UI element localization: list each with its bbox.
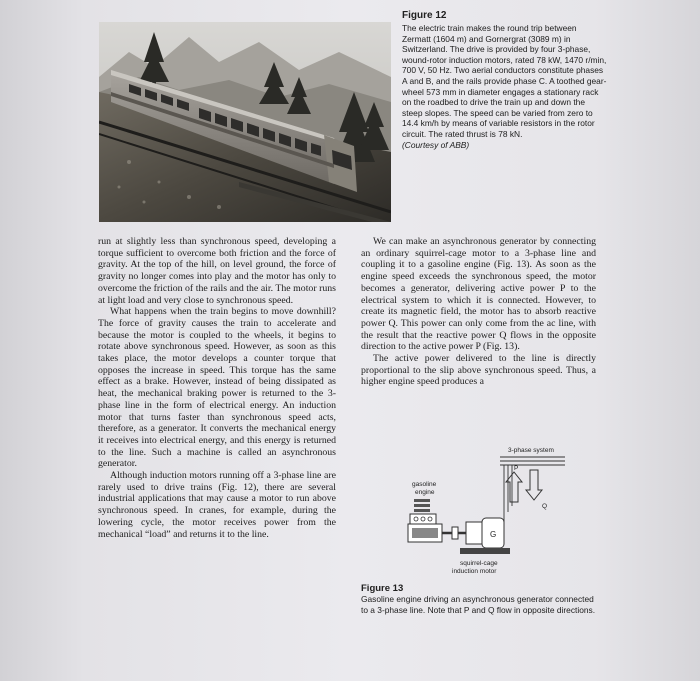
reactive-power-arrow xyxy=(526,470,542,500)
figure-13-title: Figure 13 xyxy=(361,583,404,594)
right-column xyxy=(361,236,596,388)
engine-label-line-1: gasoline xyxy=(412,481,437,488)
figure-12-text: The electric train makes the round trip between Zermatt (1604 m) and Gornergrat (3089 m) in Switzerland. The drive is provided by four 3-phase, wound-rotor induction motors, rated 78 kW, 1470 r/min, 700 V, 50 Hz. Two aerial conductors constitute phases A and B, and the rails provide phase C. A toothed gear-wheel 573 mm in diameter engages a stationary rack on the roadbed to drive the train up and down the steep slopes. The speed can be varied from zero to 14.4 km/h by means of variable resistors in the rotor circuit. The rated thrust is 78 kN. xyxy=(402,23,607,139)
right-paragraph: The active power delivered to the line is directly proportional to the slip above synchronous speed. Thus, a higher engine speed produces a xyxy=(361,353,596,388)
engine-label-line-2: engine xyxy=(415,489,435,496)
figure-12-credit: (Courtesy of ABB) xyxy=(402,139,470,150)
left-paragraph: run at slightly less than synchronous speed, developing a torque sufficient to overcome both friction and the force of gravity. At the top of the hill, on level ground, the force of gravity no longer comes into play and the motor has only to overcome the friction of the rails and the air. The motor runs at light load and very close to synchronous speed. xyxy=(98,236,336,306)
left-column xyxy=(98,236,336,540)
p-label: P xyxy=(514,465,519,472)
gasoline-engine xyxy=(408,499,442,542)
three-phase-lines xyxy=(500,457,565,465)
figure-12-title: Figure 12 xyxy=(402,10,447,21)
system-label: 3-phase system xyxy=(508,447,554,454)
right-paragraph: We can make an asynchronous generator by connecting an ordinary squirrel-cage motor to a 3-phase line and coupling it to a gasoline engine (Fig. 13). As soon as the engine speed exceeds the synchronous speed, the motor becomes a generator, delivering active power P to the electrical system to which it is connected. However, to create its magnetic field, the motor has to absorb reactive power Q. This power can only come from the ac line, with the result that the reactive power Q flows in the opposite direction to the active power P (Fig. 13). xyxy=(361,236,596,353)
left-paragraph: What happens when the train begins to move downhill? The force of gravity causes the train to accelerate and because the motor is coupled to the wheels, it begins to rotate above synchronous speed. However, as soon as this takes place, the motor develops a counter torque that opposes the increase in speed. This torque has the same effect as a brake. However, instead of being dissipated as heat, the mechanical braking power is returned to the 3-phase line in the form of electrical energy. An induction motor that turns faster than synchronous speed acts, therefore, as a generator. It converts the mechanical energy it receives into electrical energy, and this energy is returned to the line. Such a machine is called an asynchronous generator. xyxy=(98,306,336,470)
generator-letter: G xyxy=(490,530,497,539)
motor-label-line-1: squirrel-cage xyxy=(460,560,498,567)
figure-12-caption xyxy=(402,10,607,150)
motor-label-line-2: induction motor xyxy=(452,568,497,575)
train-photo xyxy=(99,22,391,222)
q-label: Q xyxy=(542,503,548,510)
shaft-coupling xyxy=(452,527,458,539)
figure-13-text: Gasoline engine driving an asynchronous generator connected to a 3-phase line. Note that P and Q flow in opposite directions. xyxy=(361,594,596,615)
figure-13-caption xyxy=(361,583,601,615)
induction-motor xyxy=(460,518,510,554)
left-paragraph: Although induction motors running off a 3-phase line are rarely used to drive trains (Fig. 12), there are several industrial applications that may cause a motor to run above synchronous speed. In cranes, for example, during the lowering cycle, the motor receives power from the mechanical “load” and returns it to the line. xyxy=(98,470,336,540)
figure-13-diagram xyxy=(400,442,575,580)
